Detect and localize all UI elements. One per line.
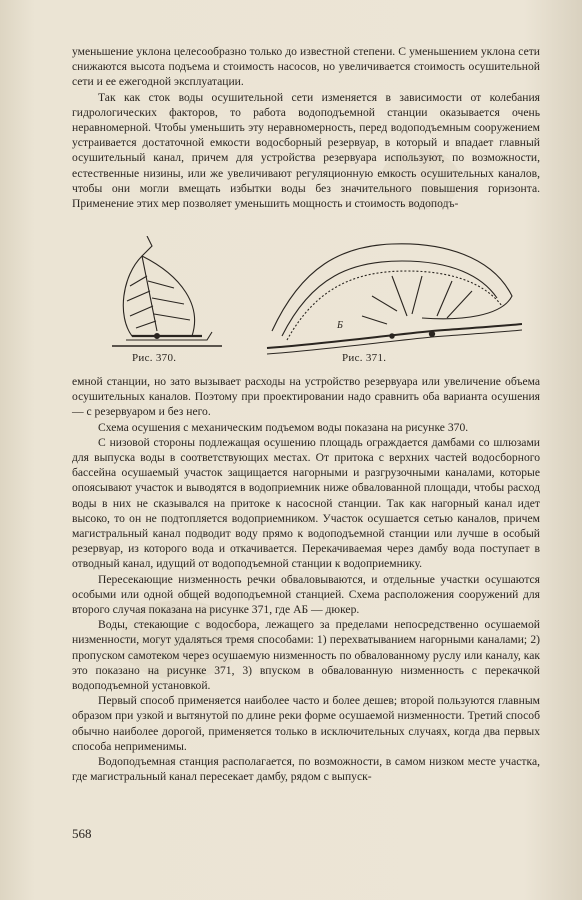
paragraph: емной станции, но зато вызывает расходы на устройство резервуара или увеличение объема осушительных каналов. Поэтому при проектировании надо сравнить оба варианта осушения — с резервуаром и без него. xyxy=(72,375,540,419)
paragraph: С низовой стороны подлежащая осушению площадь ограждается дамбами со шлюзами для выпуска воды в соответствующих местах. От притока с верхних частей водосборного бассейна осушаемый участок защищается нагорными и разгрузочными каналами, которые опоясывают участок и выводятся в водоприемник ниже обвалованной площади, чтобы расход воды в них не сказывался на притоке к насосной станции. Так как нагорный канал идет высоко, то он не подтопляется водоприемником. Участок осушается сетью каналов, причем магистральный канал подводит воду прямо к водоподъемной станции или лучше в особый резервуар, из которого вода и откачивается. Перекачиваемая через дамбу вода поступает в отводный канал, идущий от водоподъемной станции к водоприемнику. xyxy=(72,435,540,571)
figure-371-svg xyxy=(262,236,522,366)
paragraph: уменьшение уклона целесообразно только до известной степени. С уменьшением уклона сети снижаются высота подъема и стоимость насосов, но увеличивается стоимость осушительной сети и ее ежегодной эксплуатации. xyxy=(72,45,540,89)
fig371-caption: Рис. 371. xyxy=(342,352,387,364)
fig370-caption: Рис. 370. xyxy=(132,352,177,364)
paragraph: Пересекающие низменность речки обваловываются, и отдельные участки осушаются особыми или одной общей водоподъемной станцией. Схема расположения сооружений для второго случая показана на рисунке 371, где АБ — дюкер. xyxy=(72,572,540,617)
paragraph: Так как сток воды осушительной сети изменяется в зависимости от колебания гидрологических факторов, то работа водоподъемной станции оказывается очень неравномерной. Чтобы уменьшить эту неравномерность, перед водоподъемным сооружением устраивается достаточной емкости водосборный резервуар, в который и впадает главный осушительный канал, причем для устройства резервуара используют, по возможности, естественные низины, или же увеличивают регуляционную емкость осушительных каналов, чтобы они могли вмещать избытки воды без значительного повышения горизонта. Применение этих мер позволяет уменьшить мощность и стоимость водоподъ- xyxy=(72,90,540,211)
top-text-block xyxy=(72,44,540,211)
paragraph: Первый способ применяется наиболее часто и более дешев; второй пользуются главным образом при узкой и вытянутой по длине реки форме осушаемой низменности. Третий способ обычно наиболее дорогой, применяется только в исключительных случаях, когда два первых способа неприменимы. xyxy=(72,694,540,753)
page-number: 568 xyxy=(72,826,92,841)
paragraph: Воды, стекающие с водосбора, лежащего за пределами непосредственно осушаемой низменности, могут удаляться тремя способами: 1) перехватыванием нагорными каналами; 2) пропуском самотеком через осушаемую низменность по обвалованному руслу или каналу, как это показано на рисунке 371, 3) впуском в обвалованную низменность с перекачкой водоподъемной установкой. xyxy=(72,618,540,693)
fig371-label-b: Б xyxy=(337,320,343,331)
bottom-text-block xyxy=(72,374,540,784)
figures-area xyxy=(112,236,522,366)
paragraph: Водоподъемная станция располагается, по возможности, в самом низком месте участка, где магистральный канал пересекает дамбу, рядом с выпуск- xyxy=(72,755,540,784)
paragraph: Схема осушения с механическим подъемом воды показана на рисунке 370. xyxy=(98,420,469,434)
